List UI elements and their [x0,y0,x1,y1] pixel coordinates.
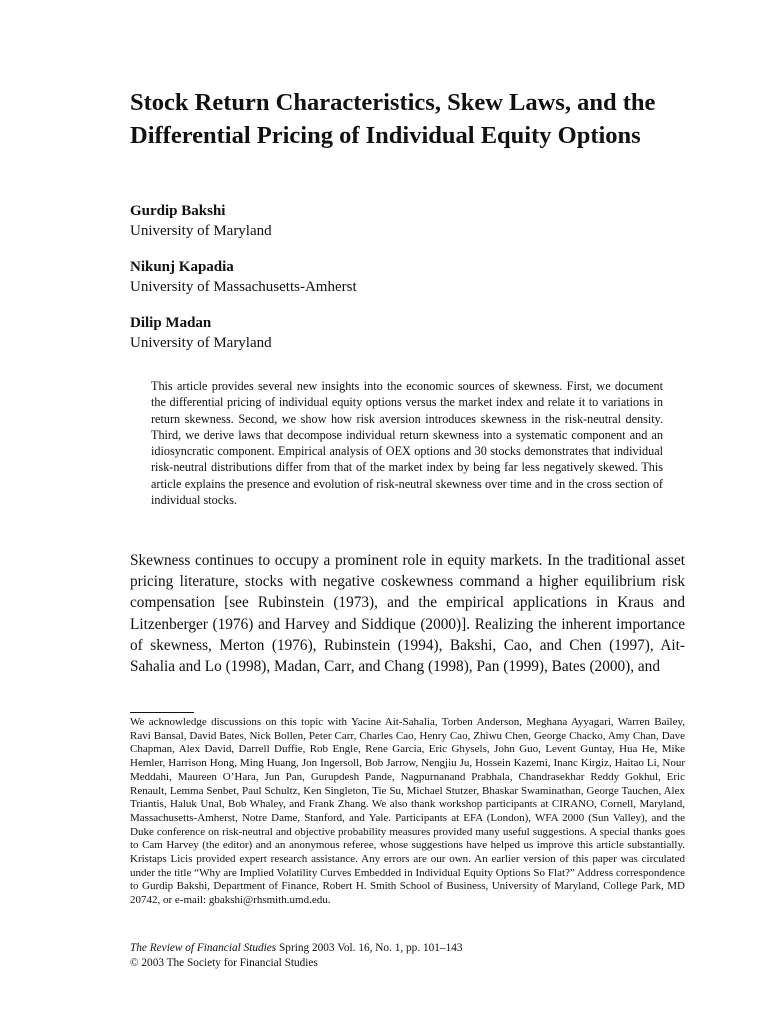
journal-line [130,941,463,956]
author-block [130,257,357,297]
author-affiliation: University of Maryland [130,223,272,239]
author-name: Nikunj Kapadia [130,259,234,275]
journal-name: The Review of Financial Studies [130,942,277,954]
journal-citation [130,941,463,971]
author-affiliation: University of Maryland [130,335,272,351]
copyright-line: © 2003 The Society for Financial Studies [130,957,318,969]
author-block [130,313,272,353]
footnote-rule [130,712,194,713]
author-name: Gurdip Bakshi [130,203,226,219]
author-affiliation: University of Massachusetts-Amherst [130,279,357,295]
acknowledgement-footnote: We acknowledge discussions on this topic with Yacine Ait-Sahalia, Torben Anderson, Meghana Ayyagari, Warren Bailey, Ravi Bansal, David Bates, Nick Bollen, Peter Carr, Charles Cao, Henry Cao, Zhiwu Chen, George Chacko, Amy Chan, Dave Chapman, Alex David, Darrell Duffie, Rob Engle, Rene Garcia, Eric Ghysels, John Guo, Levent Guntay, Hua He, Mike Hemler, Harrison Hong, Ming Huang, Jon Ingersoll, Bob Jarrow, Nengjiu Ju, Hossein Kazemi, Inanc Kirgiz, Haitao Li, Nour Meddahi, Maureen O’Hara, Jun Pan, Gurupdesh Pande, Nagpurnanand Prabhala, Chandrasekhar Reddy Gokhul, Eric Renault, Lemma Senbet, Paul Schultz, Ken Singleton, Tie Su, Michael Stutzer, Bhaskar Swaminathan, George Tauchen, Alex Triantis, Haluk Unal, Bob Whaley, and Frank Zhang. We also thank workshop participants at CIRANO, Cornell, Maryland, Massachusetts-Amherst, Notre Dame, Stanford, and Yale. Participants at EFA (London), WFA 2000 (Sun Valley), and the Duke conference on risk-neutral and objective probability measures provided many useful suggestions. A special thanks goes to Cam Harvey (the editor) and an anonymous referee, whose suggestions have helped us improve this article substantially. Kristaps Licis provided expert research assistance. Any errors are our own. An earlier version of this paper was circulated under the title “Why are Implied Volatility Curves Embedded in Individual Equity Options So Flat?” Address correspondence to Gurdip Bakshi, Department of Finance, Robert H. Smith School of Business, University of Maryland, College Park, MD 20742, or e-mail: gbakshi@rhsmith.umd.edu. [130,716,685,907]
abstract: This article provides several new insights into the economic sources of skewness. First, we document the differential pricing of individual equity options versus the market index and relate it to variations in return skewness. Second, we show how risk aversion introduces skewness in the risk-neutral density. Third, we derive laws that decompose individual return skewness into a systematic component and an idiosyncratic component. Empirical analysis of OEX options and 30 stocks demonstrates that individual risk-neutral distributions differ from that of the market index by being far less negatively skewed. This article explains the presence and evolution of risk-neutral skewness over time and in the cross section of individual stocks. [151,379,663,508]
paper-title: Stock Return Characteristics, Skew Laws, and the Differential Pricing of Individual Equity Options [130,89,656,149]
author-name: Dilip Madan [130,315,212,331]
author-block [130,201,272,241]
journal-issue: Spring 2003 Vol. 16, No. 1, pp. 101–143 [276,942,463,954]
introduction-paragraph: Skewness continues to occupy a prominent role in equity markets. In the traditional asset pricing literature, stocks with negative coskewness command a higher equilibrium risk compensation [see Rubinstein (1973), and the empirical applications in Kraus and Litzenberger (1976) and Harvey and Siddique (2000)]. Realizing the inherent importance of skewness, Merton (1976), Rubinstein (1994), Bakshi, Cao, and Chen (1997), Ait-Sahalia and Lo (1998), Madan, Carr, and Chang (1998), Pan (1999), Bates (2000), and [130,552,685,676]
